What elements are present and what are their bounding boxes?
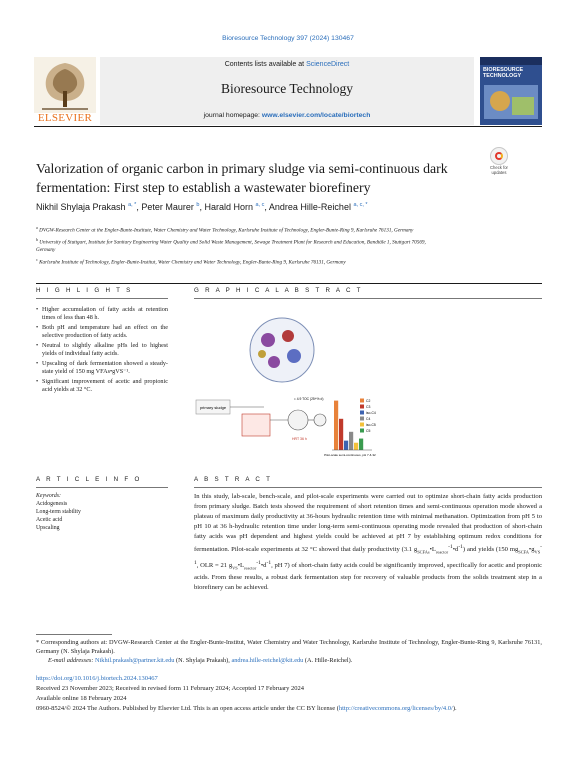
highlights-list <box>36 306 168 396</box>
highlight-item: • Significant improvement of acetic and propionic acid yields at 32 °C. <box>36 378 168 394</box>
check-updates-label: Check for updates <box>490 165 508 175</box>
author-marks[interactable]: a, c <box>255 202 265 208</box>
cover-title: BIORESOURCE TECHNOLOGY <box>483 67 524 79</box>
doi-link[interactable]: https://doi.org/10.1016/j.biortech.2024.130467 <box>36 675 158 682</box>
journal-title: Bioresource Technology <box>221 81 353 96</box>
highlight-item: • Upscaling of dark fermentation showed a steady-state yield of 150 mg VFAs•gVS⁻¹. <box>36 360 168 376</box>
author-list: Nikhil Shylaja Prakash $^{a, *}$, Peter Maurer $^b$, Harald Horn $^{a, c}$, Andrea Hille-Reichel $^{a, c, *}$ <box>36 202 368 212</box>
article-info-rule <box>36 487 168 488</box>
affiliation <box>36 224 444 235</box>
graphical-abstract-svg <box>194 308 376 458</box>
keyword-item: Upscaling <box>36 525 60 531</box>
journal-header <box>34 57 542 127</box>
section-divider <box>36 283 542 284</box>
legend-swatch <box>360 429 364 433</box>
abstract-heading: A B S T R A C T <box>194 476 273 483</box>
article-title: Valorization of organic carbon in primary sludge via semi-continuous dark fermentation: First step to establish a wastewater biorefinery <box>36 161 448 195</box>
bar <box>349 432 353 450</box>
elsevier-logo[interactable] <box>34 57 96 125</box>
copyright-line: 0960-8524/© 2024 The Authors. Published by Elsevier Ltd. This is an open access article under the CC BY license (http://creativecommons.org/licenses/by/4.0/). <box>36 705 457 712</box>
highlights-rule <box>36 298 168 299</box>
homepage-line <box>100 112 474 119</box>
affiliation <box>36 236 444 255</box>
legend-label: C5 <box>366 429 371 433</box>
hrt-label: HRT 36 h <box>292 437 307 441</box>
legend-swatch <box>360 417 364 421</box>
journal-cover[interactable] <box>480 57 542 125</box>
cod-label: ≈ 4.9 TOC (25+% d) <box>294 397 324 401</box>
email-link[interactable]: Nikhil.prakash@partner.kit.edu <box>95 657 175 664</box>
received-dates: Received 23 November 2023; Received in revised form 11 February 2024; Accepted 17 February 2024 <box>36 685 304 692</box>
homepage-link[interactable]: www.elsevier.com/locate/biortech <box>261 112 371 119</box>
affiliation-text: Karlsruhe Institute of Technology, Engler-Bunte-Institut, Water Chemistry and Water Technology, Engler-Bunte-Ring 9, Karlsruhe 76131, Germany <box>39 259 346 266</box>
sciencedirect-link[interactable]: ScienceDirect <box>306 61 350 68</box>
article-info-heading: A R T I C L E I N F O <box>36 476 142 483</box>
highlight-item: • Higher accumulation of fatty acids at retention times of less than 48 h. <box>36 306 168 322</box>
keywords-block <box>36 492 168 532</box>
legend-swatch <box>360 423 364 427</box>
email-line: E-mail addresses: Nikhil.prakash@partner.kit.edu (N. Shylaja Prakash), andrea.hille-reichel@kit.edu (A. Hille-Reichel). <box>48 657 353 664</box>
author-name[interactable]: Andrea Hille-Reichel <box>268 202 351 212</box>
bar <box>359 439 363 450</box>
legend-swatch <box>360 411 364 415</box>
author-marks[interactable]: a, c, * <box>353 202 368 208</box>
legend-swatch <box>360 399 364 403</box>
cover-image-circle <box>490 91 510 111</box>
legend-label: C3 <box>366 405 371 409</box>
microbe-circle <box>250 318 314 382</box>
highlight-item: • Both pH and temperature had an effect on the selective production of fatty acids. <box>36 324 168 340</box>
author-name[interactable]: Nikhil Shylaja Prakash <box>36 202 126 212</box>
affiliations <box>36 224 444 268</box>
graphical-abstract-figure[interactable] <box>194 308 376 458</box>
footnote <box>36 638 542 665</box>
contents-prefix: Contents lists available at <box>224 61 307 68</box>
legend-label: iso-C5 <box>366 423 376 427</box>
journal-reference[interactable]: Bioresource Technology 397 (2024) 130467 <box>222 35 354 42</box>
legend-swatch <box>360 405 364 409</box>
license-link[interactable]: http://creativecommons.org/licenses/by/4.0/ <box>338 705 453 712</box>
highlights-heading: H I G H L I G H T S <box>36 287 133 294</box>
highlight-item: • Neutral to slightly alkaline pHs led to highest yields of individual fatty acids. <box>36 342 168 358</box>
publisher-name: ELSEVIER <box>37 112 93 124</box>
primary-sludge-label: primary sludge <box>199 405 227 410</box>
legend-label: C2 <box>366 399 371 403</box>
affiliation-mark: b <box>36 237 38 243</box>
cover-band <box>480 57 542 65</box>
affiliation-text: University of Stuttgart, Institute for Sanitary Engineering Water Quality and Solid Waste Management, Sewage Treatment Plant for Research and Education, Bandtäle 1, Stuttgart 70569, Germany <box>36 240 426 254</box>
affiliation-mark: c <box>36 257 38 263</box>
graphical-abstract-rule <box>194 298 542 299</box>
cover-image-block <box>512 97 534 115</box>
keyword-item: Acidogenesis <box>36 501 68 507</box>
contents-line <box>100 61 474 68</box>
abstract-rule <box>194 487 542 488</box>
footnote-rule <box>36 634 112 635</box>
homepage-prefix: journal homepage: <box>203 112 262 119</box>
bar <box>354 443 358 450</box>
author-marks[interactable]: b <box>196 202 200 208</box>
affiliation-text: DVGW-Research Center at the Engler-Bunte-Institute, Water Chemistry and Water Technology, Karlsruhe Institute of Technology, Engler-Bunte-Ring 9, Karlsruhe 76131, Germany <box>39 227 414 234</box>
email-link[interactable]: andrea.hille-reichel@kit.edu <box>231 657 304 664</box>
author-marks[interactable]: a, * <box>128 202 137 208</box>
available-online: Available online 18 February 2024 <box>36 695 127 702</box>
corresponding-note: * Corresponding authors at: DVGW-Research Center at the Engler-Bunte-Institut, Water Chemistry and Water Technology, Karlsruhe Institute of Technology, Engler-Bunte-Ring 9, Karlsruhe 76131, Germany (N. Shylaja Prakash). <box>36 639 542 655</box>
author-name[interactable]: Peter Maurer <box>141 202 194 212</box>
graphical-abstract-heading: G R A P H I C A L A B S T R A C T <box>194 287 363 294</box>
check-updates-icon <box>490 147 508 165</box>
publication-info <box>36 674 542 714</box>
bar <box>339 419 343 450</box>
pilot-label: Pilot-scale semi-continuous, pH 7 & 32 °C <box>324 453 376 457</box>
keyword-item: Long-term stability <box>36 509 81 515</box>
abstract-paragraph: In this study, lab-scale, bench-scale, and pilot-scale experiments were carried out to optimize short-chain fatty acids production from primary sludge. Batch tests showed the requirement of short retention times and semi-continuous operation mode showed a plateau of maximum daily productivity at 36-hours hydraulic retention time with minimal methanation. Optimization from pH 5 to pH 10 at 36 h-hydraulic retention time under long-term semi-continuous operating mode revealed that production of short-chain fatty acids was pH dependent and highest yields could be achieved at pH 7 by establishing optimum redox conditions for fermentation. Pilot-scale experiments at 32 °C showed that daily productivity (3.1 $g_{SCFAs}•L_{reactor}^{-1}•d^{-1}$) and yields (150 $mg_{SCFA}•g_{VS}^{-1}$, OLR = 21 $g_{VS}•L_{reactor}^{-1}•d^{-1}$, pH 7) of short-chain fatty acids could be significantly improved, specifically for acetic and propionic acids. From these results, a robust dark fermentation step for recovery of valuable products from the solids treatment step in a biorefinery can be achieved. <box>194 493 542 591</box>
legend-label: C4 <box>366 417 371 421</box>
elsevier-tree-icon <box>34 57 96 113</box>
header-band <box>100 57 474 125</box>
legend-label: iso-C4 <box>366 411 376 415</box>
bar <box>334 401 338 450</box>
keyword-item: Acetic acid <box>36 517 63 523</box>
check-for-updates-button[interactable] <box>486 147 512 177</box>
author-name[interactable]: Harald Horn <box>204 202 253 212</box>
bar <box>344 441 348 450</box>
affiliation <box>36 256 444 267</box>
keywords-title: Keywords: <box>36 493 61 499</box>
affiliation-mark: a <box>36 225 38 230</box>
